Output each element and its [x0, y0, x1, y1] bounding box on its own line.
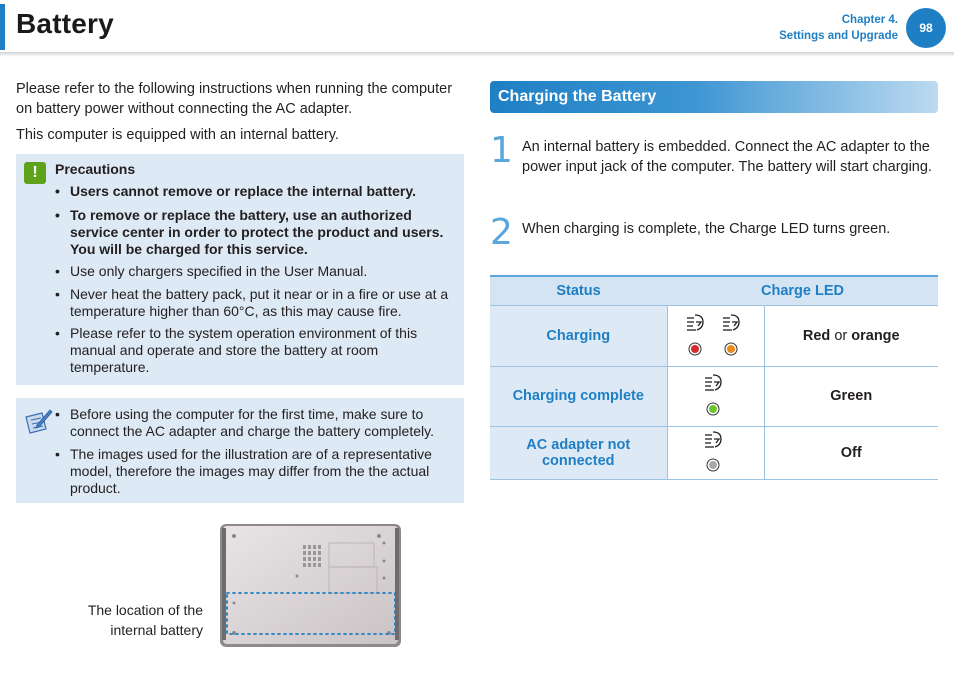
- status-cell: AC adapter not connected: [490, 426, 667, 479]
- memo-icon: [23, 407, 53, 435]
- section-header-charging: [490, 81, 938, 113]
- figure-caption: The location of the internal battery: [87, 602, 203, 638]
- section-title: Charging the Battery: [498, 88, 657, 105]
- table-row: [490, 305, 938, 366]
- note-list: [70, 406, 462, 497]
- list-item: • Use only chargers specified in the User Manual.: [70, 263, 460, 280]
- page-title: Battery: [16, 8, 114, 39]
- led-icon-cell: [667, 366, 764, 426]
- step-text: An internal battery is embedded. Connect the AC adapter to the power input jack of the computer. The battery will start charging.: [522, 139, 932, 175]
- chapter-label: [779, 12, 898, 44]
- list-item: • To remove or replace the battery, use an authorized service center in order to protect the product and users. You will be charged for this service.: [70, 207, 460, 258]
- page-number-badge: 98: [906, 8, 946, 48]
- charge-led-icon: [701, 369, 731, 419]
- table-row: [490, 366, 938, 426]
- list-item: • The images used for the illustration are of a representative model, therefore the images may differ from the the actual product.: [70, 446, 462, 497]
- charge-led-table: [490, 275, 938, 480]
- charge-led-column-header: Charge LED: [667, 276, 938, 305]
- led-dot-red: [691, 345, 699, 353]
- precautions-box: [16, 154, 464, 385]
- led-icon-cell: [667, 426, 764, 479]
- step-number: 2: [490, 212, 513, 253]
- list-item: • Please refer to the system operation environment of this manual and operate and store the battery at room temperature.: [70, 325, 460, 376]
- charge-led-icon: [681, 309, 751, 359]
- precautions-title: Precautions: [55, 161, 136, 177]
- led-value-cell: [764, 305, 938, 366]
- value-orange: orange: [851, 327, 900, 344]
- led-icon-cell: [667, 305, 764, 366]
- chapter-number: Chapter 4.: [841, 14, 898, 26]
- status-cell: Charging complete: [490, 366, 667, 426]
- warning-icon: !: [24, 162, 46, 184]
- status-cell: Charging: [490, 305, 667, 366]
- step-text: When charging is complete, the Charge LED turns green.: [522, 221, 891, 237]
- header-divider: [0, 52, 954, 57]
- led-dot-off: [709, 461, 717, 469]
- list-item: • Users cannot remove or replace the internal battery.: [70, 183, 460, 200]
- list-item: • Before using the computer for the first time, make sure to connect the AC adapter and charge the battery completely.: [70, 406, 462, 440]
- charge-led-icon: [701, 428, 731, 474]
- led-value-cell: Green: [764, 366, 938, 426]
- chapter-title: Settings and Upgrade: [779, 30, 898, 42]
- table-row: [490, 426, 938, 479]
- status-column-header: Status: [490, 276, 667, 305]
- battery-info-paragraph: This computer is equipped with an internal battery.: [16, 127, 339, 143]
- precautions-list: [70, 183, 460, 376]
- note-box: [16, 398, 464, 503]
- title-accent-bar: [0, 4, 5, 50]
- value-or: or: [830, 327, 852, 344]
- led-value-cell: Off: [764, 426, 938, 479]
- value-red: Red: [802, 327, 831, 344]
- intro-paragraph: Please refer to the following instructions when running the computer on battery power without connecting the AC adapter.: [16, 81, 453, 117]
- led-dot-green: [709, 405, 717, 413]
- step-number: 1: [490, 130, 513, 171]
- laptop-bottom-illustration: [219, 523, 402, 648]
- list-item: • Never heat the battery pack, put it near or in a fire or use at a temperature higher than 60°C, as this may cause fire.: [70, 286, 460, 320]
- led-dot-orange: [727, 345, 735, 353]
